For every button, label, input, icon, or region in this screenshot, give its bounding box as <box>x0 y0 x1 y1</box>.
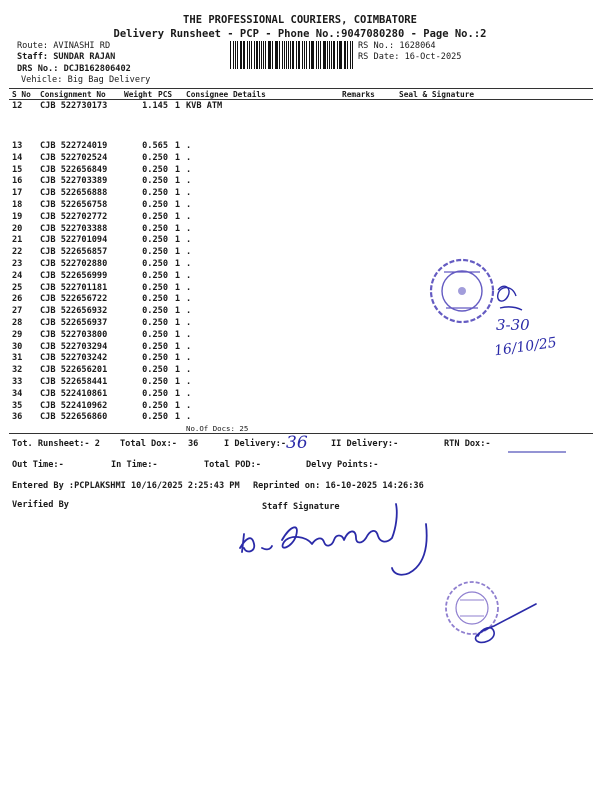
row-consignment: CJB 522702880 <box>40 259 108 269</box>
row-pcs: 1 <box>174 200 180 210</box>
col-remarks: Remarks <box>342 90 375 99</box>
row-pcs: 1 <box>174 235 180 246</box>
row-consignee: . <box>186 211 192 222</box>
row-weight: 0.250 <box>142 152 168 163</box>
row-weight: 0.250 <box>142 235 168 246</box>
page-title: THE PROFESSIONAL COURIERS, COIMBATORE <box>183 14 417 26</box>
row-consignment: CJB 522656849 <box>40 164 108 175</box>
row-consignee: . <box>186 294 192 305</box>
row-consignee: . <box>186 247 192 258</box>
row-consignee: . <box>186 164 192 175</box>
row-pcs: 1 <box>174 329 180 340</box>
row-pcs: 1 <box>174 282 180 293</box>
row-consignment: CJB 522703294 <box>40 341 108 352</box>
row-sno: 34 <box>12 388 23 399</box>
row-sno: 23 <box>12 259 23 269</box>
row-pcs: 1 <box>174 270 180 281</box>
col-seal: Seal & Signature <box>399 90 475 99</box>
row-pcs: 1 <box>174 223 180 234</box>
rs-date: RS Date: 16-Oct-2025 <box>358 52 462 62</box>
vehicle: Vehicle: Big Bag Delivery <box>21 75 151 85</box>
row-consignment: CJB 522410962 <box>40 400 108 411</box>
i-delivery-handwritten: 36 <box>286 433 308 453</box>
out-time-label: Out Time:- <box>12 460 64 470</box>
row-sno: 33 <box>12 377 23 387</box>
row-weight: 0.250 <box>142 377 168 387</box>
total-dox-label: Total Dox:- <box>120 439 177 449</box>
row-pcs: 1 <box>174 318 180 328</box>
row-sno: 12 <box>12 101 23 111</box>
row-consignee: . <box>186 353 192 364</box>
docs-count: No.Of Docs: 25 <box>186 424 249 433</box>
row-pcs: 1 <box>174 188 180 199</box>
row-pcs: 1 <box>174 259 180 269</box>
row-consignee: . <box>186 200 192 210</box>
row-consignment: CJB 522701094 <box>40 235 108 246</box>
row-weight: 0.250 <box>142 176 168 187</box>
row-weight: 0.250 <box>142 341 168 352</box>
row-sno: 22 <box>12 247 23 258</box>
staff: Staff: SUNDAR RAJAN <box>17 52 116 62</box>
row-pcs: 1 <box>174 306 180 317</box>
rtn-dox-label: RTN Dox:- <box>444 439 491 449</box>
row-pcs: 1 <box>174 400 180 411</box>
row-pcs: 1 <box>174 152 180 163</box>
row-sno: 35 <box>12 400 23 411</box>
verified-by: Verified By <box>12 500 69 510</box>
row-weight: 0.250 <box>142 282 168 293</box>
row-sno: 18 <box>12 200 23 210</box>
row-pcs: 1 <box>174 377 180 387</box>
row-consignee: . <box>186 152 192 163</box>
rs-number: RS No.: 1628064 <box>358 41 436 51</box>
col-consignment: Consignment No <box>40 90 106 99</box>
handwritten-time: 3-30 <box>496 316 530 334</box>
row-pcs: 1 <box>174 353 180 364</box>
row-pcs: 1 <box>174 141 180 151</box>
row-sno: 32 <box>12 365 23 376</box>
row-consignee: . <box>186 365 192 376</box>
row-weight: 0.250 <box>142 329 168 340</box>
row-sno: 26 <box>12 294 23 305</box>
col-weight: Weight <box>124 90 153 99</box>
row-weight: 0.250 <box>142 211 168 222</box>
row-weight: 0.250 <box>142 306 168 317</box>
row-consignment: CJB 522656888 <box>40 188 108 199</box>
row-consignee: . <box>186 282 192 293</box>
col-sno: S No <box>12 90 31 99</box>
row-consignment: CJB 522410861 <box>40 388 108 399</box>
ii-delivery-label: II Delivery:- <box>331 439 399 449</box>
row-consignee: . <box>186 235 192 246</box>
row-sno: 27 <box>12 306 23 317</box>
row-consignee: . <box>186 318 192 328</box>
row-consignee: . <box>186 270 192 281</box>
row-consignment: CJB 522703800 <box>40 329 108 340</box>
row-sno: 29 <box>12 329 23 340</box>
row-consignee: . <box>186 377 192 387</box>
row-sno: 20 <box>12 223 23 234</box>
row-weight: 0.250 <box>142 412 168 423</box>
tot-runsheet: Tot. Runsheet:- 2 <box>12 439 100 449</box>
row-sno: 21 <box>12 235 23 246</box>
row-consignment: CJB 522656937 <box>40 318 108 328</box>
row-consignee: . <box>186 306 192 317</box>
row-pcs: 1 <box>174 365 180 376</box>
row-weight: 0.250 <box>142 353 168 364</box>
row-consignment: CJB 522656857 <box>40 247 108 258</box>
row-sno: 31 <box>12 353 23 364</box>
row-consignee: . <box>186 176 192 187</box>
row-sno: 14 <box>12 152 23 163</box>
row-consignee: . <box>186 412 192 423</box>
row-consignment: CJB 522703388 <box>40 223 108 234</box>
row-weight: 0.250 <box>142 223 168 234</box>
row-weight: 0.250 <box>142 247 168 258</box>
row-consignee: . <box>186 341 192 352</box>
row-consignee: . <box>186 388 192 399</box>
row-sno: 28 <box>12 318 23 328</box>
row-consignment: CJB 522730173 <box>40 101 108 111</box>
row-consignment: CJB 522656758 <box>40 200 108 210</box>
row-sno: 30 <box>12 341 23 352</box>
row-sno: 25 <box>12 282 23 293</box>
col-consignee: Consignee Details <box>186 90 266 99</box>
drs-number: DRS No.: DCJB162806402 <box>17 64 131 74</box>
row-weight: 0.250 <box>142 164 168 175</box>
row-consignment: CJB 522656932 <box>40 306 108 317</box>
row-pcs: 1 <box>174 176 180 187</box>
row-pcs: 1 <box>174 341 180 352</box>
row-consignee: . <box>186 141 192 151</box>
row-consignment: CJB 522656999 <box>40 270 108 281</box>
row-consignee: . <box>186 259 192 269</box>
row-consignee: . <box>186 188 192 199</box>
row-pcs: 1 <box>174 101 180 111</box>
row-pcs: 1 <box>174 412 180 423</box>
reprinted-on: Reprinted on: 16-10-2025 14:26:36 <box>253 481 424 491</box>
page-subtitle: Delivery Runsheet - PCP - Phone No.:9047080280 - Page No.:2 <box>113 28 487 40</box>
row-consignment: CJB 522656860 <box>40 412 108 423</box>
total-pod-label: Total POD:- <box>204 460 261 470</box>
delvy-points-label: Delvy Points:- <box>306 460 379 470</box>
row-pcs: 1 <box>174 164 180 175</box>
in-time-label: In Time:- <box>111 460 158 470</box>
handwritten-date: 16/10/25 <box>493 334 558 360</box>
row-consignee: . <box>186 400 192 411</box>
row-consignment: CJB 522703389 <box>40 176 108 187</box>
entered-by: Entered By :PCPLAKSHMI 10/16/2025 2:25:43 PM <box>12 481 240 491</box>
route: Route: AVINASHI RD <box>17 41 111 51</box>
row-consignee: . <box>186 329 192 340</box>
total-dox-value: 36 <box>188 439 199 449</box>
row-weight: 0.250 <box>142 200 168 210</box>
row-weight: 0.250 <box>142 400 168 411</box>
row-pcs: 1 <box>174 294 180 305</box>
row-weight: 0.565 <box>142 141 168 151</box>
row-weight: 0.250 <box>142 259 168 269</box>
row-sno: 15 <box>12 164 23 175</box>
row-sno: 13 <box>12 141 23 151</box>
row-consignee: KVB ATM <box>186 101 223 111</box>
row-weight: 0.250 <box>142 188 168 199</box>
row-pcs: 1 <box>174 211 180 222</box>
row-weight: 0.250 <box>142 318 168 328</box>
row-consignment: CJB 522658441 <box>40 377 108 387</box>
row-pcs: 1 <box>174 388 180 399</box>
row-weight: 0.250 <box>142 294 168 305</box>
row-sno: 19 <box>12 211 23 222</box>
row-consignment: CJB 522703242 <box>40 353 108 364</box>
staff-signature-label: Staff Signature <box>262 502 340 512</box>
row-weight: 0.250 <box>142 365 168 376</box>
row-sno: 17 <box>12 188 23 199</box>
row-weight: 0.250 <box>142 388 168 399</box>
row-weight: 1.145 <box>142 101 168 111</box>
row-consignment: CJB 522656201 <box>40 365 108 376</box>
row-sno: 36 <box>12 412 23 423</box>
row-sno: 24 <box>12 270 23 281</box>
row-consignment: CJB 522701181 <box>40 282 108 293</box>
col-pcs: PCS <box>158 90 173 99</box>
row-consignment: CJB 522702772 <box>40 211 108 222</box>
row-pcs: 1 <box>174 247 180 258</box>
row-weight: 0.250 <box>142 270 168 281</box>
row-consignment: CJB 522656722 <box>40 294 108 305</box>
row-sno: 16 <box>12 176 23 187</box>
i-delivery-label: I Delivery:- <box>224 439 287 449</box>
row-consignment: CJB 522702524 <box>40 152 108 163</box>
row-consignment: CJB 522724019 <box>40 141 108 151</box>
row-consignee: . <box>186 223 192 234</box>
